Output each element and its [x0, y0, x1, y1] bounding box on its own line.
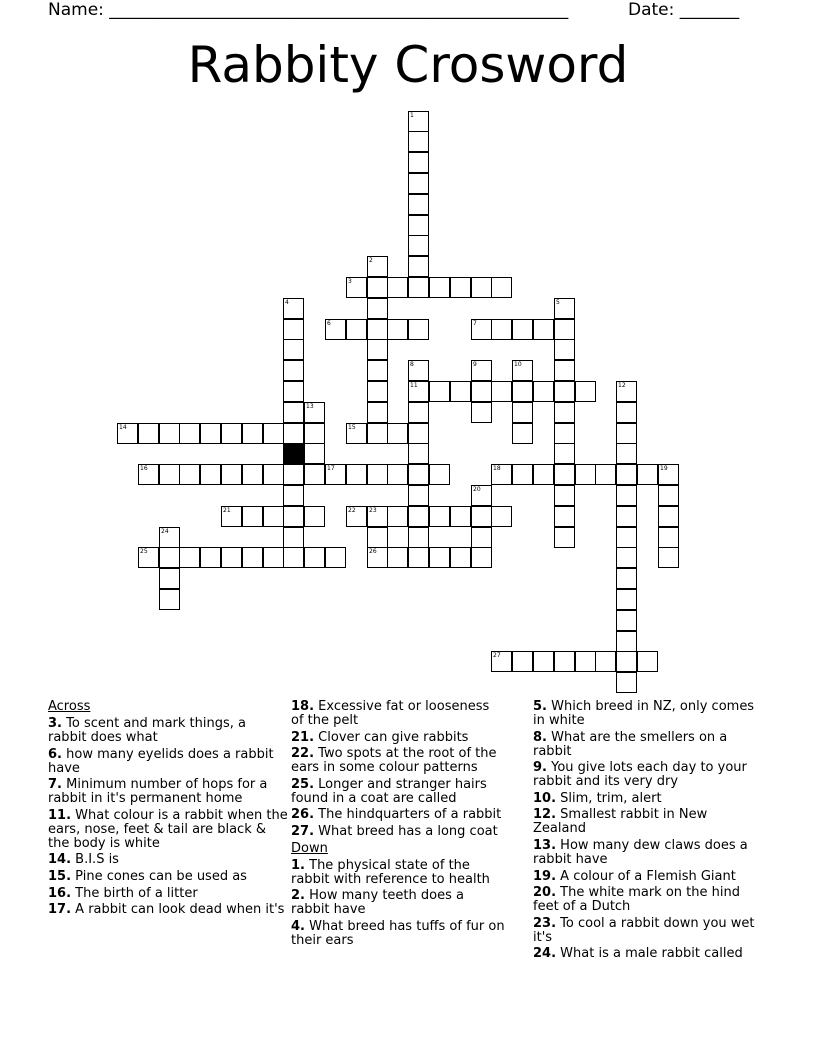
grid-cell[interactable] [408, 485, 429, 506]
clue-number: 20 [473, 486, 481, 493]
grid-cell[interactable] [595, 464, 616, 485]
grid-cell[interactable] [512, 423, 533, 444]
grid-cell[interactable] [387, 547, 408, 568]
grid-cell[interactable] [616, 651, 637, 672]
grid-cell[interactable] [512, 464, 533, 485]
grid-cell[interactable] [387, 506, 408, 527]
grid-cell[interactable] [408, 256, 429, 277]
grid-cell[interactable] [179, 547, 200, 568]
grid-cell[interactable] [263, 506, 284, 527]
clue-number: 18 [493, 465, 501, 472]
grid-cell[interactable] [367, 423, 388, 444]
grid-cell[interactable] [429, 277, 450, 298]
clue-down-2: 2. How many teeth does a rabbit have [291, 888, 464, 918]
grid-cell[interactable] [367, 506, 388, 527]
grid-cell[interactable] [658, 485, 679, 506]
grid-cell[interactable] [408, 506, 429, 527]
grid-cell[interactable] [408, 152, 429, 173]
clue-down-24: 24. What is a male rabbit called [533, 946, 743, 962]
grid-cell[interactable] [367, 464, 388, 485]
grid-cell[interactable] [554, 443, 575, 464]
grid-cell[interactable] [450, 277, 471, 298]
grid-cell[interactable] [658, 527, 679, 548]
grid-cell[interactable] [471, 277, 492, 298]
grid-cell[interactable] [450, 506, 471, 527]
clue-number: 10 [514, 361, 522, 368]
across-heading: Across [48, 699, 91, 714]
down-heading: Down [291, 840, 328, 856]
grid-cell[interactable] [575, 464, 596, 485]
grid-cell[interactable] [616, 568, 637, 589]
date-field-label: Date: _______ [628, 0, 740, 20]
grid-cell[interactable] [221, 423, 242, 444]
grid-cell[interactable] [304, 506, 325, 527]
grid-cell[interactable] [616, 527, 637, 548]
page-title: Rabbity Crosword [187, 36, 629, 94]
grid-cell[interactable] [512, 319, 533, 340]
grid-cell[interactable] [471, 506, 492, 527]
clue-number: 17 [327, 465, 335, 472]
grid-cell[interactable] [367, 360, 388, 381]
clue-down-4: 4. What breed has tuffs of fur on their ears [291, 918, 505, 948]
clue-across-18: 18. Excessive fat or looseness of the pelt [291, 699, 490, 728]
clue-number: 25 [140, 548, 148, 555]
clue-across-21: 21. Clover can give rabbits [291, 729, 469, 745]
grid-cell[interactable] [367, 527, 388, 548]
grid-cell[interactable] [637, 464, 658, 485]
clue-number: 14 [119, 424, 127, 431]
grid-cell[interactable] [408, 131, 429, 152]
grid-cell[interactable] [304, 423, 325, 444]
grid-cell[interactable] [367, 319, 388, 340]
grid-cell[interactable] [138, 464, 159, 485]
grid-cell[interactable] [325, 464, 346, 485]
grid-cell[interactable] [491, 464, 512, 485]
grid-cell[interactable] [512, 360, 533, 381]
grid-cell[interactable] [616, 423, 637, 444]
clue-across-7: 7. Minimum number of hops for a rabbit in it's permanent home [48, 777, 268, 807]
clue-number: 3 [348, 278, 352, 285]
grid-cell[interactable] [367, 256, 388, 277]
grid-cell[interactable] [491, 319, 512, 340]
grid-cell[interactable] [221, 506, 242, 527]
grid-cell[interactable] [637, 651, 658, 672]
grid-cell[interactable] [408, 423, 429, 444]
clue-down-13: 13. How many dew claws does a rabbit have [533, 837, 748, 867]
grid-cell[interactable] [616, 402, 637, 423]
grid-cell[interactable] [429, 547, 450, 568]
grid-cell[interactable] [554, 527, 575, 548]
grid-cell[interactable] [367, 298, 388, 319]
grid-cell[interactable] [283, 381, 304, 402]
grid-cell[interactable] [283, 423, 304, 444]
grid-cell[interactable] [179, 423, 200, 444]
grid-cell[interactable] [159, 589, 180, 610]
grid-cell[interactable] [387, 423, 408, 444]
clue-down-20: 20. The white mark on the hind feet of a Dutch [533, 885, 740, 915]
clue-across-11: 11. What colour is a rabbit when the ears, nose, feet & tail are black & the body is white [48, 807, 288, 851]
grid-cell[interactable] [429, 506, 450, 527]
grid-cell[interactable] [554, 651, 575, 672]
grid-cell[interactable] [408, 547, 429, 568]
grid-cell[interactable] [491, 381, 512, 402]
clue-number: 27 [493, 652, 501, 659]
clue-number: 5 [556, 299, 560, 306]
grid-cell[interactable] [616, 485, 637, 506]
grid-cell[interactable] [471, 402, 492, 423]
grid-cell[interactable] [346, 319, 367, 340]
clue-number: 11 [410, 382, 418, 389]
grid-cell[interactable] [283, 298, 304, 319]
grid-cell[interactable] [159, 568, 180, 589]
grid-cell[interactable] [304, 464, 325, 485]
grid-cell[interactable] [221, 464, 242, 485]
grid-cell[interactable] [554, 319, 575, 340]
clue-across-25: 25. Longer and stranger hairs found in a coat are called [291, 776, 487, 806]
grid-cell[interactable] [533, 651, 554, 672]
grid-cell[interactable] [283, 506, 304, 527]
grid-cell[interactable] [658, 547, 679, 568]
grid-cell[interactable] [471, 319, 492, 340]
grid-cell[interactable] [491, 506, 512, 527]
clue-across-17: 17. A rabbit can look dead when it's [48, 902, 285, 918]
grid-cell[interactable] [242, 423, 263, 444]
grid-cell[interactable] [367, 277, 388, 298]
clue-number: 12 [618, 382, 626, 389]
black-square [283, 443, 304, 464]
clue-number: 13 [306, 403, 314, 410]
grid-cell[interactable] [138, 423, 159, 444]
grid-cell[interactable] [200, 547, 221, 568]
grid-cell[interactable] [408, 360, 429, 381]
grid-cell[interactable] [554, 339, 575, 360]
clue-across-15: 15. Pine cones can be used as [48, 868, 247, 884]
clue-down-1: 1. The physical state of the rabbit with reference to health [291, 857, 490, 887]
grid-cell[interactable] [242, 547, 263, 568]
grid-cell[interactable] [616, 464, 637, 485]
grid-cell[interactable] [367, 339, 388, 360]
grid-cell[interactable] [387, 277, 408, 298]
grid-cell[interactable] [408, 215, 429, 236]
grid-cell[interactable] [408, 194, 429, 215]
grid-cell[interactable] [616, 506, 637, 527]
grid-cell[interactable] [117, 423, 138, 444]
clue-down-12: 12. Smallest rabbit in New Zealand [533, 807, 708, 837]
grid-cell[interactable] [283, 527, 304, 548]
clues-column-2 [291, 700, 505, 950]
clue-number: 7 [473, 320, 477, 327]
grid-cell[interactable] [595, 651, 616, 672]
grid-cell[interactable] [221, 547, 242, 568]
grid-cell[interactable] [554, 360, 575, 381]
grid-cell[interactable] [304, 547, 325, 568]
grid-cell[interactable] [554, 298, 575, 319]
clue-number: 24 [161, 528, 169, 535]
grid-cell[interactable] [554, 402, 575, 423]
grid-cell[interactable] [283, 464, 304, 485]
name-field-label: Name: ______________________________________________________ [48, 0, 569, 20]
grid-cell[interactable] [408, 319, 429, 340]
grid-cell[interactable] [408, 464, 429, 485]
grid-cell[interactable] [471, 485, 492, 506]
grid-cell[interactable] [512, 402, 533, 423]
grid-cell[interactable] [491, 651, 512, 672]
grid-cell[interactable] [450, 547, 471, 568]
clue-number: 23 [369, 507, 377, 514]
grid-cell[interactable] [304, 402, 325, 423]
grid-cell[interactable] [408, 402, 429, 423]
grid-cell[interactable] [512, 651, 533, 672]
grid-cell[interactable] [283, 547, 304, 568]
grid-cell[interactable] [408, 173, 429, 194]
grid-cell[interactable] [325, 319, 346, 340]
clue-number: 22 [348, 507, 356, 514]
grid-cell[interactable] [159, 423, 180, 444]
grid-cell[interactable] [304, 443, 325, 464]
clue-number: 2 [369, 257, 373, 264]
grid-cell[interactable] [242, 506, 263, 527]
grid-cell[interactable] [200, 423, 221, 444]
grid-cell[interactable] [491, 277, 512, 298]
grid-cell[interactable] [575, 381, 596, 402]
grid-cell[interactable] [554, 485, 575, 506]
grid-cell[interactable] [616, 381, 637, 402]
grid-cell[interactable] [263, 464, 284, 485]
grid-cell[interactable] [408, 277, 429, 298]
grid-cell[interactable] [367, 402, 388, 423]
grid-cell[interactable] [283, 360, 304, 381]
clue-across-6: 6. how many eyelids does a rabbit have [48, 746, 274, 776]
grid-cell[interactable] [263, 423, 284, 444]
grid-cell[interactable] [242, 464, 263, 485]
clue-down-19: 19. A colour of a Flemish Giant [533, 868, 736, 884]
clue-across-16: 16. The birth of a litter [48, 885, 198, 901]
grid-cell[interactable] [387, 319, 408, 340]
grid-cell[interactable] [283, 319, 304, 340]
grid-cell[interactable] [616, 443, 637, 464]
grid-cell[interactable] [471, 360, 492, 381]
clue-number: 4 [285, 299, 289, 306]
grid-cell[interactable] [159, 547, 180, 568]
grid-cell[interactable] [429, 381, 450, 402]
grid-cell[interactable] [658, 506, 679, 527]
grid-cell[interactable] [554, 423, 575, 444]
grid-cell[interactable] [408, 235, 429, 256]
grid-cell[interactable] [346, 506, 367, 527]
grid-cell[interactable] [367, 547, 388, 568]
grid-cell[interactable] [616, 672, 637, 693]
grid-cell[interactable] [346, 464, 367, 485]
grid-cell[interactable] [325, 547, 346, 568]
grid-cell[interactable] [471, 527, 492, 548]
grid-cell[interactable] [408, 527, 429, 548]
clue-across-27: 27. What breed has a long coat [291, 823, 498, 839]
grid-cell[interactable] [616, 547, 637, 568]
clue-down-23: 23. To cool a rabbit down you wet it's [533, 915, 755, 945]
clues-column-1 [48, 700, 288, 920]
grid-cell[interactable] [283, 485, 304, 506]
grid-cell[interactable] [408, 381, 429, 402]
grid-cell[interactable] [616, 631, 637, 652]
grid-cell[interactable] [408, 443, 429, 464]
clue-number: 9 [473, 361, 477, 368]
grid-cell[interactable] [138, 547, 159, 568]
grid-cell[interactable] [533, 464, 554, 485]
clue-across-3: 3. To scent and mark things, a rabbit does what [48, 716, 246, 745]
clue-across-26: 26. The hindquarters of a rabbit [291, 807, 502, 823]
clue-down-8: 8. What are the smellers on a rabbit [533, 729, 728, 759]
grid-cell[interactable] [346, 423, 367, 444]
grid-cell[interactable] [575, 651, 596, 672]
grid-cell[interactable] [471, 547, 492, 568]
grid-cell[interactable] [616, 610, 637, 631]
clue-number: 16 [140, 465, 148, 472]
clues-column-3 [533, 700, 755, 964]
grid-cell[interactable] [387, 464, 408, 485]
clue-number: 15 [348, 424, 356, 431]
grid-cell[interactable] [450, 381, 471, 402]
grid-cell[interactable] [533, 381, 554, 402]
grid-cell[interactable] [179, 464, 200, 485]
clue-across-22: 22. Two spots at the root of the ears in some colour patterns [291, 746, 497, 776]
clue-down-9: 9. You give lots each day to your rabbit and its very dry [533, 760, 747, 790]
clue-number: 26 [369, 548, 377, 555]
grid-cell[interactable] [367, 381, 388, 402]
grid-cell[interactable] [658, 464, 679, 485]
grid-cell[interactable] [533, 319, 554, 340]
clue-down-10: 10. Slim, trim, alert [533, 790, 662, 806]
grid-cell[interactable] [263, 547, 284, 568]
grid-cell[interactable] [429, 464, 450, 485]
grid-cell[interactable] [159, 527, 180, 548]
clue-across-14: 14. B.I.S is [48, 852, 119, 868]
grid-cell[interactable] [283, 339, 304, 360]
grid-cell[interactable] [408, 111, 429, 132]
grid-cell[interactable] [554, 381, 575, 402]
clue-number: 1 [410, 112, 414, 119]
grid-cell[interactable] [616, 589, 637, 610]
grid-cell[interactable] [159, 464, 180, 485]
grid-cell[interactable] [512, 381, 533, 402]
clue-number: 6 [327, 320, 331, 327]
grid-cell[interactable] [200, 464, 221, 485]
clue-number: 19 [660, 465, 668, 472]
grid-cell[interactable] [346, 277, 367, 298]
clue-number: 21 [223, 507, 231, 514]
grid-cell[interactable] [283, 402, 304, 423]
grid-cell[interactable] [554, 506, 575, 527]
grid-cell[interactable] [554, 464, 575, 485]
clue-number: 8 [410, 361, 414, 368]
grid-cell[interactable] [471, 381, 492, 402]
clue-down-5: 5. Which breed in NZ, only comes in white [533, 699, 755, 728]
